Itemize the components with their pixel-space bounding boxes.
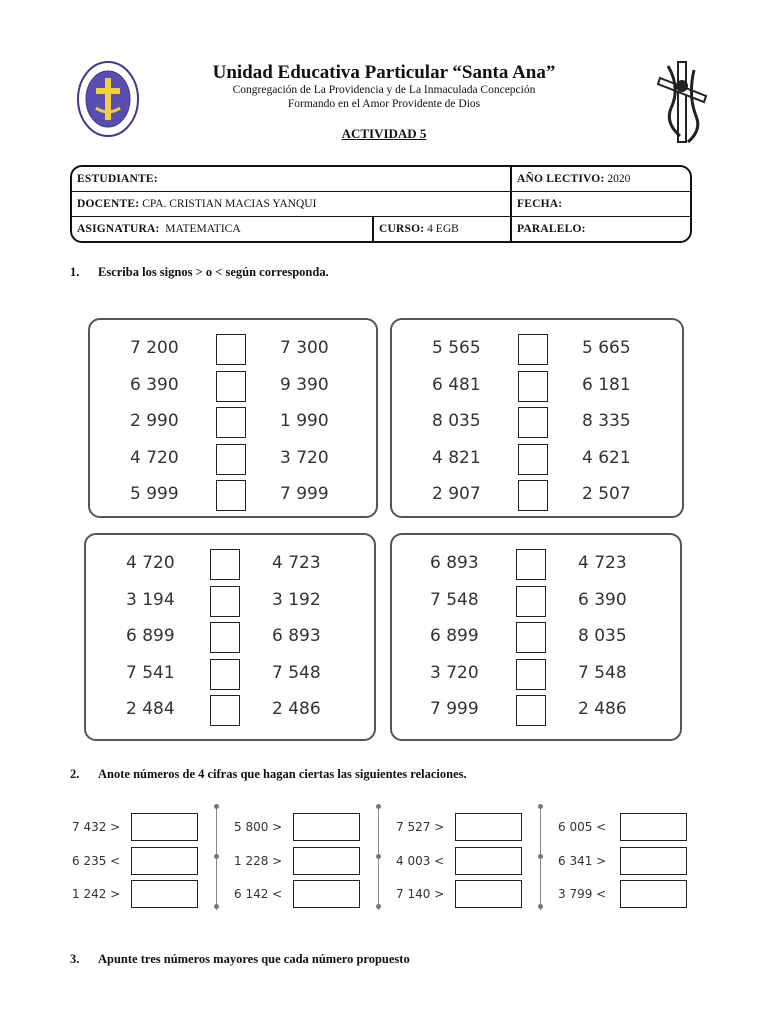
- left-number: 3 194: [126, 589, 175, 610]
- comparison-answer-box[interactable]: [516, 549, 546, 580]
- right-number: 3 720: [280, 447, 329, 468]
- relation-prompt: 6 005 <: [558, 820, 607, 834]
- anio-lectivo-label: AÑO LECTIVO:: [517, 173, 605, 185]
- curso-cell: [374, 217, 510, 241]
- relation-answer-box[interactable]: [293, 847, 360, 875]
- right-number: 4 621: [582, 447, 631, 468]
- comparison-answer-box[interactable]: [216, 444, 246, 475]
- comparison-answer-box[interactable]: [516, 659, 546, 690]
- comparison-answer-box[interactable]: [518, 334, 548, 365]
- left-number: 2 990: [130, 411, 179, 431]
- right-number: 3 192: [272, 589, 321, 610]
- right-number: 8 335: [582, 411, 631, 431]
- left-number: 6 481: [432, 374, 481, 395]
- right-number: 2 486: [578, 699, 627, 719]
- separator-dot: [214, 854, 219, 859]
- estudiante-cell[interactable]: [72, 167, 510, 191]
- docente-label: DOCENTE:: [77, 198, 140, 210]
- fecha-cell[interactable]: [512, 192, 690, 216]
- right-number: 4 723: [272, 553, 321, 573]
- school-name: Unidad Educativa Particular “Santa Ana”: [212, 62, 556, 83]
- docente-value: CPA. CRISTIAN MACIAS YANQUI: [142, 198, 317, 210]
- comparison-panel-4: [390, 533, 682, 741]
- docente-cell: [72, 192, 510, 216]
- fecha-label: FECHA:: [517, 198, 563, 210]
- comparison-answer-box[interactable]: [518, 480, 548, 511]
- comparison-answer-box[interactable]: [210, 622, 240, 653]
- comparison-answer-box[interactable]: [516, 586, 546, 617]
- motto-line: Formando en el Amor Providente de Dios: [287, 98, 481, 110]
- left-number: 6 893: [430, 553, 479, 573]
- left-number: 6 390: [130, 374, 179, 395]
- comparison-answer-box[interactable]: [216, 480, 246, 511]
- right-number: 8 035: [578, 626, 627, 646]
- comparison-answer-box[interactable]: [518, 371, 548, 402]
- left-number: 5 999: [130, 484, 179, 504]
- left-number: 7 541: [126, 662, 175, 683]
- comparison-answer-box[interactable]: [210, 549, 240, 580]
- separator-dot: [538, 854, 543, 859]
- right-number: 6 893: [272, 626, 321, 646]
- curso-value: 4 EGB: [427, 223, 459, 235]
- relation-answer-box[interactable]: [620, 880, 687, 908]
- relation-answer-box[interactable]: [620, 813, 687, 841]
- separator-dot: [376, 904, 381, 909]
- left-number: 4 720: [126, 553, 175, 573]
- asignatura-cell: [72, 217, 372, 241]
- comparison-answer-box[interactable]: [216, 371, 246, 402]
- paralelo-label: PARALELO:: [517, 223, 586, 235]
- comparison-answer-box[interactable]: [516, 695, 546, 726]
- left-number: 2 484: [126, 699, 175, 719]
- info-row-asignatura: [72, 217, 690, 241]
- relation-prompt: 5 800 >: [234, 820, 283, 834]
- right-number: 6 181: [582, 374, 631, 395]
- separator-dot: [538, 904, 543, 909]
- separator-dot: [214, 904, 219, 909]
- relation-prompt: 6 341 >: [558, 854, 607, 868]
- separator-dot: [214, 804, 219, 809]
- comparison-answer-box[interactable]: [210, 695, 240, 726]
- relation-answer-box[interactable]: [293, 880, 360, 908]
- question-3: [70, 952, 410, 967]
- left-number: 7 548: [430, 589, 479, 610]
- left-number: 7 200: [130, 338, 179, 358]
- relation-prompt: 3 799 <: [558, 887, 607, 901]
- right-number: 2 507: [582, 484, 631, 504]
- question-2-text: Anote números de 4 cifras que hagan ciertas las siguientes relaciones.: [98, 767, 467, 781]
- anio-lectivo-value: 2020: [607, 173, 631, 185]
- right-number: 1 990: [280, 411, 329, 431]
- question-2-number: 2.: [70, 767, 80, 781]
- right-number: 7 548: [578, 662, 627, 683]
- right-number: 2 486: [272, 699, 321, 719]
- paralelo-cell[interactable]: [512, 217, 690, 241]
- asignatura-value: MATEMATICA: [165, 223, 241, 235]
- left-number: 6 899: [430, 626, 479, 646]
- relation-prompt: 7 527 >: [396, 820, 445, 834]
- relation-prompt: 7 432 >: [72, 820, 121, 834]
- divider: [372, 217, 374, 241]
- left-number: 4 720: [130, 447, 179, 468]
- relation-prompt: 1 228 >: [234, 854, 283, 868]
- comparison-panel-2: [390, 318, 684, 518]
- student-info-table: [70, 165, 692, 243]
- left-number: 5 565: [432, 338, 481, 358]
- right-number: 4 723: [578, 553, 627, 573]
- comparison-panel-3: [84, 533, 376, 741]
- question-1-number: 1.: [70, 265, 80, 279]
- right-number: 7 999: [280, 484, 329, 504]
- right-number: 7 548: [272, 662, 321, 683]
- curso-label: CURSO:: [379, 223, 425, 235]
- relation-prompt: 1 242 >: [72, 887, 121, 901]
- comparison-answer-box[interactable]: [518, 444, 548, 475]
- relation-prompt: 6 235 <: [72, 854, 121, 868]
- relation-answer-box[interactable]: [455, 813, 522, 841]
- relation-answer-box[interactable]: [131, 847, 198, 875]
- question-2: [70, 767, 467, 782]
- left-number: 7 999: [430, 699, 479, 719]
- comparison-panel-1: [88, 318, 378, 518]
- relation-prompt: 6 142 <: [234, 887, 283, 901]
- comparison-answer-box[interactable]: [216, 407, 246, 438]
- comparison-answer-box[interactable]: [518, 407, 548, 438]
- left-number: 6 899: [126, 626, 175, 646]
- relation-answer-box[interactable]: [293, 813, 360, 841]
- right-number: 7 300: [280, 338, 329, 358]
- question-1: [70, 265, 329, 280]
- comparison-answer-box[interactable]: [516, 622, 546, 653]
- right-number: 5 665: [582, 338, 631, 358]
- separator-dot: [376, 854, 381, 859]
- relation-prompt: 4 003 <: [396, 854, 445, 868]
- question-1-text: Escriba los signos > o < según corresponda.: [98, 265, 329, 279]
- divider: [510, 167, 512, 241]
- left-number: 2 907: [432, 484, 481, 504]
- separator-dot: [376, 804, 381, 809]
- activity-title: ACTIVIDAD 5: [341, 126, 427, 141]
- relation-prompt: 7 140 >: [396, 887, 445, 901]
- question-3-text: Apunte tres números mayores que cada número propuesto: [98, 952, 410, 966]
- relation-answer-box[interactable]: [131, 813, 198, 841]
- relation-answer-box[interactable]: [131, 880, 198, 908]
- left-number: 3 720: [430, 662, 479, 683]
- right-number: 6 390: [578, 589, 627, 610]
- separator-dot: [538, 804, 543, 809]
- left-number: 8 035: [432, 411, 481, 431]
- left-number: 4 821: [432, 447, 481, 468]
- info-row-student: [72, 167, 690, 191]
- relation-answer-box[interactable]: [455, 880, 522, 908]
- asignatura-label: ASIGNATURA:: [77, 223, 160, 235]
- congregation-line: Congregación de La Providencia y de La Inmaculada Concepción: [232, 84, 536, 96]
- comparison-answer-box[interactable]: [216, 334, 246, 365]
- comparison-answer-box[interactable]: [210, 659, 240, 690]
- relation-answer-box[interactable]: [620, 847, 687, 875]
- question-3-number: 3.: [70, 952, 80, 966]
- relation-answer-box[interactable]: [455, 847, 522, 875]
- anio-lectivo-cell: [512, 167, 690, 191]
- estudiante-label: ESTUDIANTE:: [77, 173, 158, 185]
- comparison-answer-box[interactable]: [210, 586, 240, 617]
- right-number: 9 390: [280, 374, 329, 395]
- info-row-docente: [72, 192, 690, 216]
